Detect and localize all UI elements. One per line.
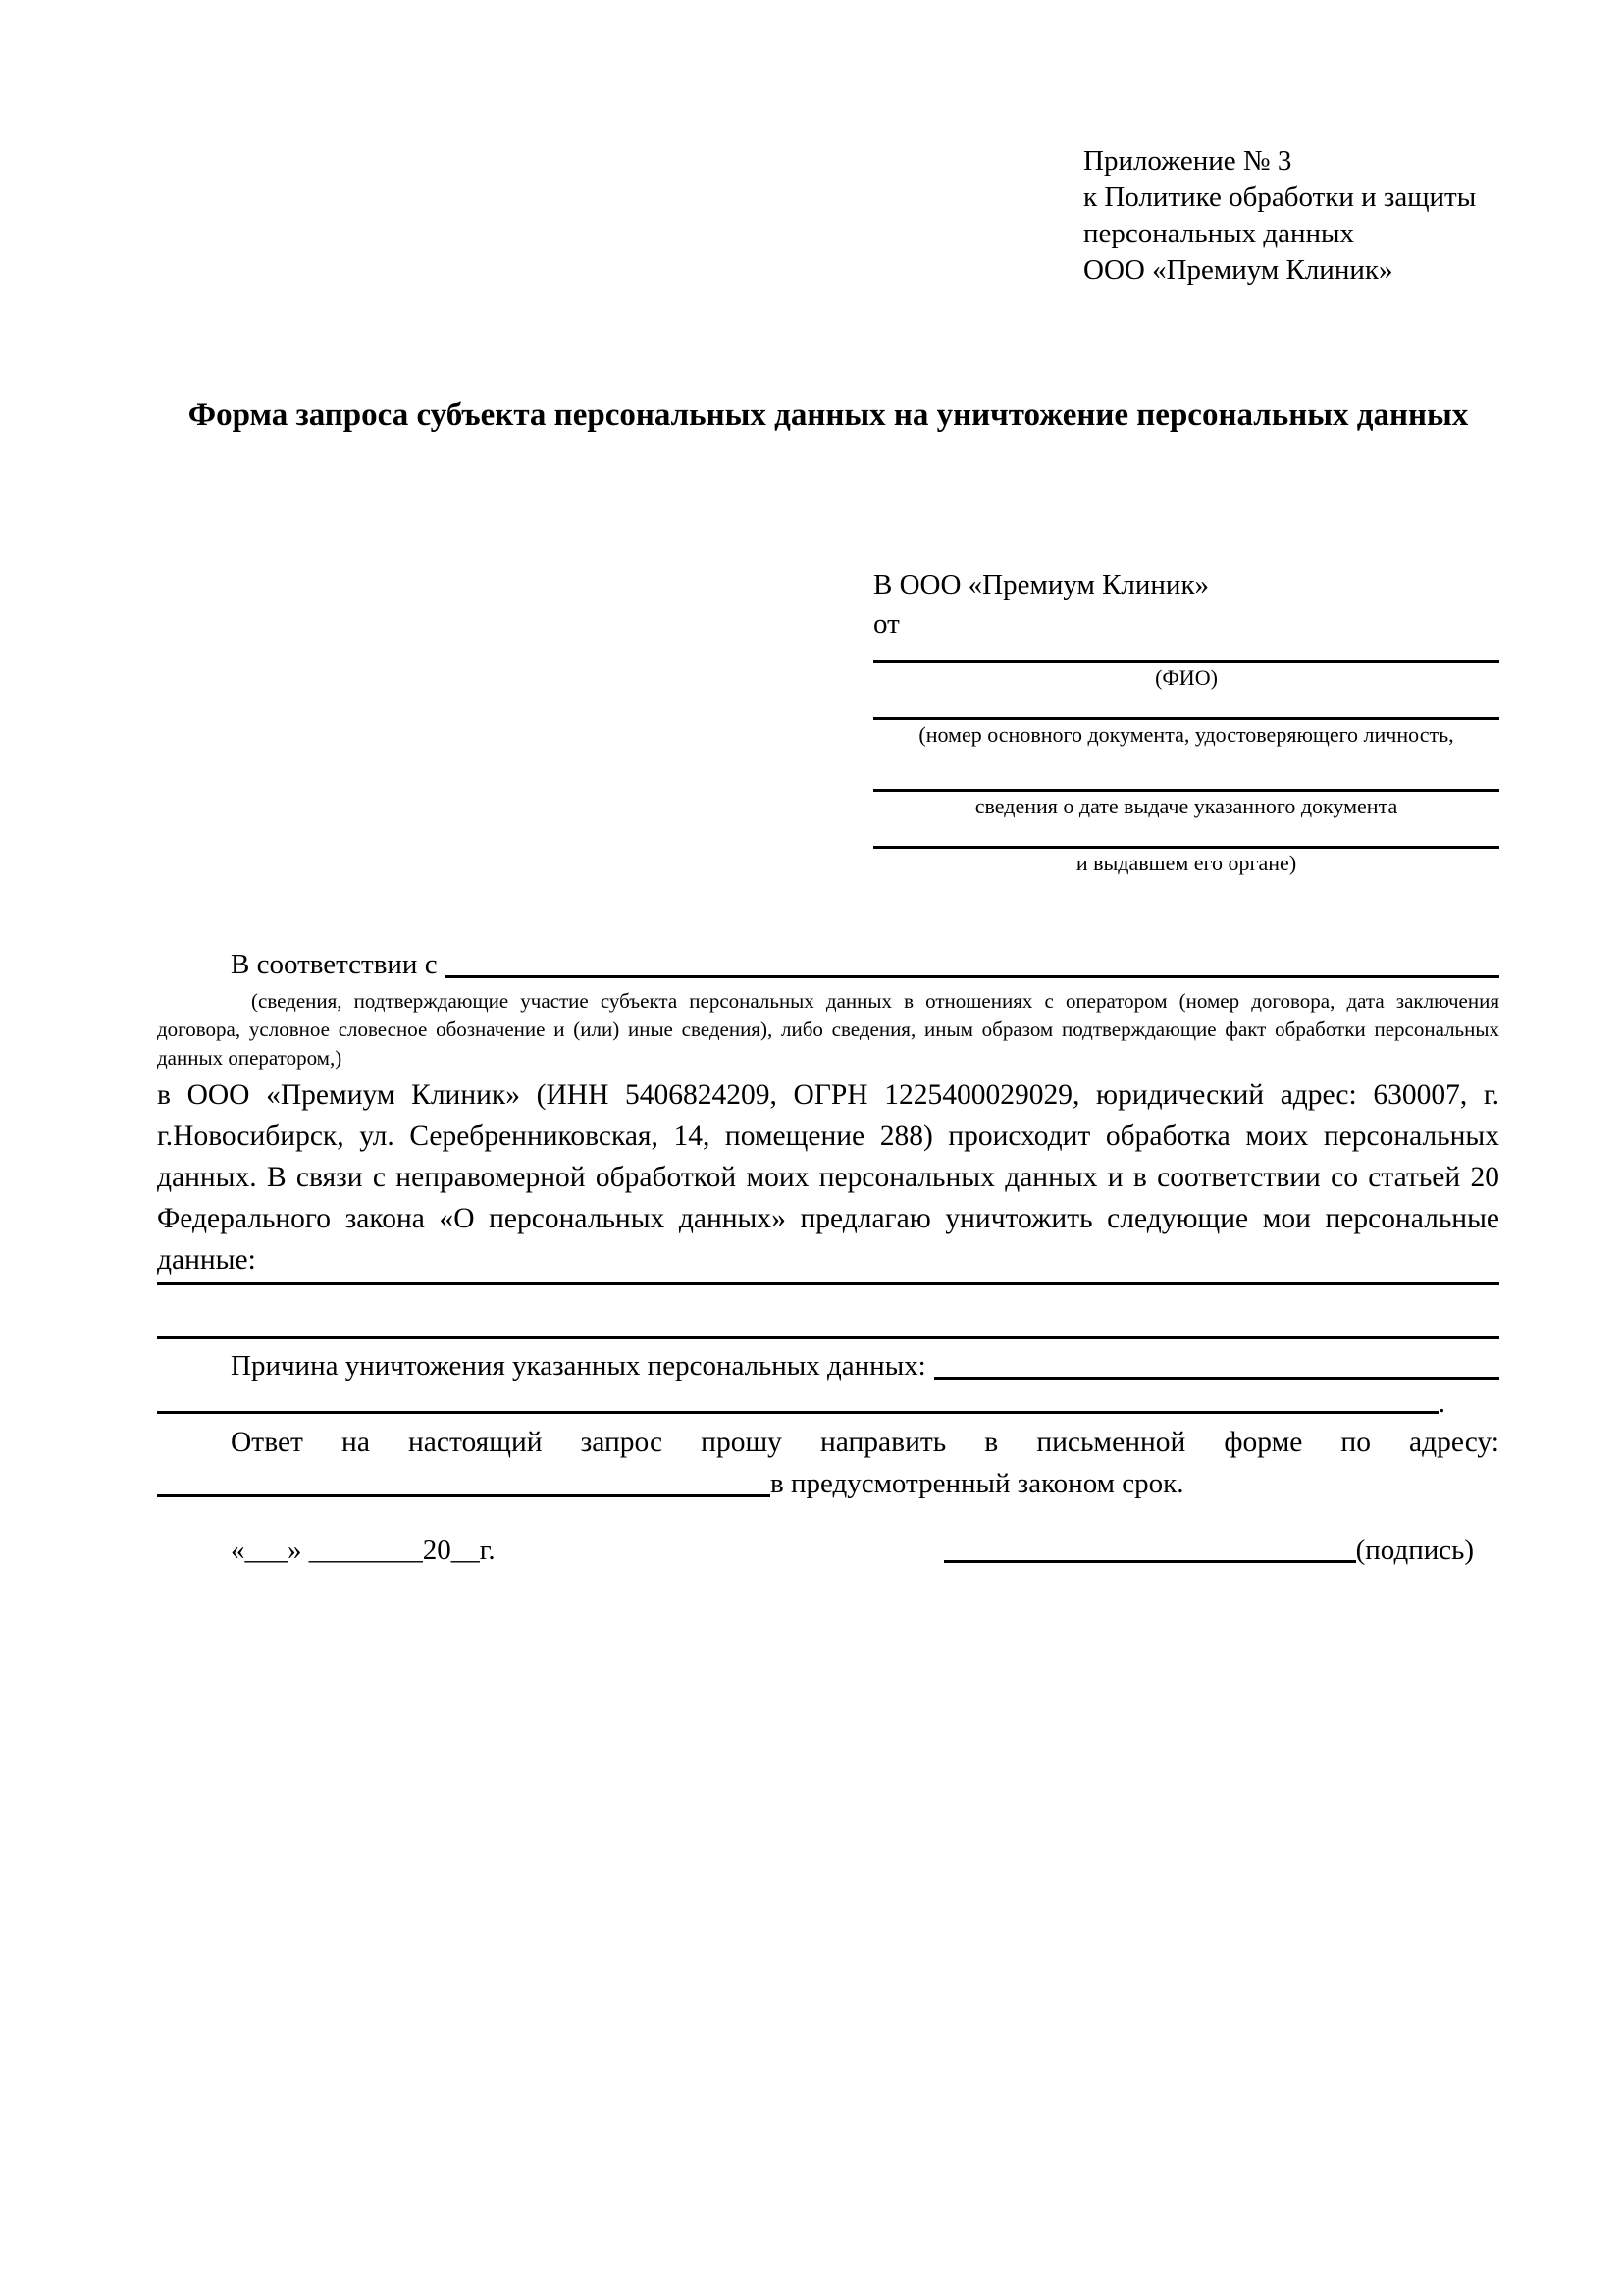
- reason-row: [157, 1345, 1499, 1386]
- personal-data-fill-line-1: [157, 1282, 1499, 1285]
- document-number-fill-line: [873, 693, 1499, 720]
- body-block: [157, 944, 1499, 1504]
- appendix-header: [1083, 143, 1476, 288]
- main-paragraph: в ООО «Премиум Клиник» (ИНН 5406824209, ОГРН 1225400029029, юридический адрес: 630007, г. г.Новосибирск, ул. Серебренниковская, 14, помещение 288) происходит обработка моих персональных данных. В связи с неправомерной обработкой моих персональных данных и в соответствии со статьей 20 Федерального закона «О персональных данных» предлагаю уничтожить следующие мои персональные данные:: [157, 1079, 1499, 1276]
- term-row: [157, 1463, 1499, 1504]
- document-title: Форма запроса субъекта персональных данных на уничтожение персональных данных: [187, 397, 1469, 433]
- term-suffix: в предусмотренный законом срок.: [770, 1468, 1184, 1499]
- reason-label: Причина уничтожения указанных персональных данных:: [231, 1350, 926, 1382]
- appendix-line-3: персональных данных: [1083, 218, 1355, 249]
- period-mark: .: [1438, 1387, 1445, 1419]
- accordance-fill-line: [445, 944, 1499, 978]
- response-paragraph: Ответ на настоящий запрос прошу направить в письменной форме по адресу:: [231, 1427, 1499, 1458]
- reason-continuation-row: [157, 1386, 1445, 1420]
- signature-group: [944, 1531, 1474, 1570]
- accordance-row: [157, 944, 1499, 985]
- signature-caption: (подпись): [1355, 1535, 1474, 1566]
- address-fill-line: [157, 1463, 770, 1497]
- issue-date-fill-line: [873, 750, 1499, 792]
- footer-row: [157, 1531, 1499, 1570]
- addressee-from-label: от: [873, 608, 900, 640]
- issue-date-caption: сведения о дате выдаче указанного документа: [974, 794, 1398, 818]
- addressee-to: В ООО «Премиум Клиник»: [873, 569, 1210, 600]
- personal-data-fill-line-2: [157, 1336, 1499, 1339]
- accordance-label: В соответствии с: [231, 949, 445, 980]
- reason-fill-line: [934, 1345, 1499, 1380]
- fio-caption: (ФИО): [1155, 665, 1218, 690]
- addressee-block: [873, 565, 1499, 878]
- appendix-line-4: ООО «Премиум Клиник»: [1083, 254, 1393, 286]
- reason-fill-line-2: [157, 1386, 1439, 1414]
- document-number-caption: (номер основного документа, удостоверяющего личность,: [918, 722, 1454, 747]
- issuing-authority-caption: и выдавшем его органе): [1075, 851, 1297, 875]
- fio-fill-line: [873, 644, 1499, 663]
- accordance-footnote: (сведения, подтверждающие участие субъекта персональных данных в отношениях с оператором (номер договора, дата заключения договора, условное словесное обозначение и (или) иные сведения), либо сведения, иным образом подтверждающие факт обработки персональных данных оператором,): [157, 989, 1499, 1070]
- signature-fill-line: [944, 1531, 1356, 1563]
- date-blank: «___» ________20__г.: [231, 1535, 496, 1566]
- issuing-authority-fill-line: [873, 821, 1499, 849]
- appendix-line-1: Приложение № 3: [1083, 145, 1292, 177]
- appendix-line-2: к Политике обработки и защиты: [1083, 182, 1477, 213]
